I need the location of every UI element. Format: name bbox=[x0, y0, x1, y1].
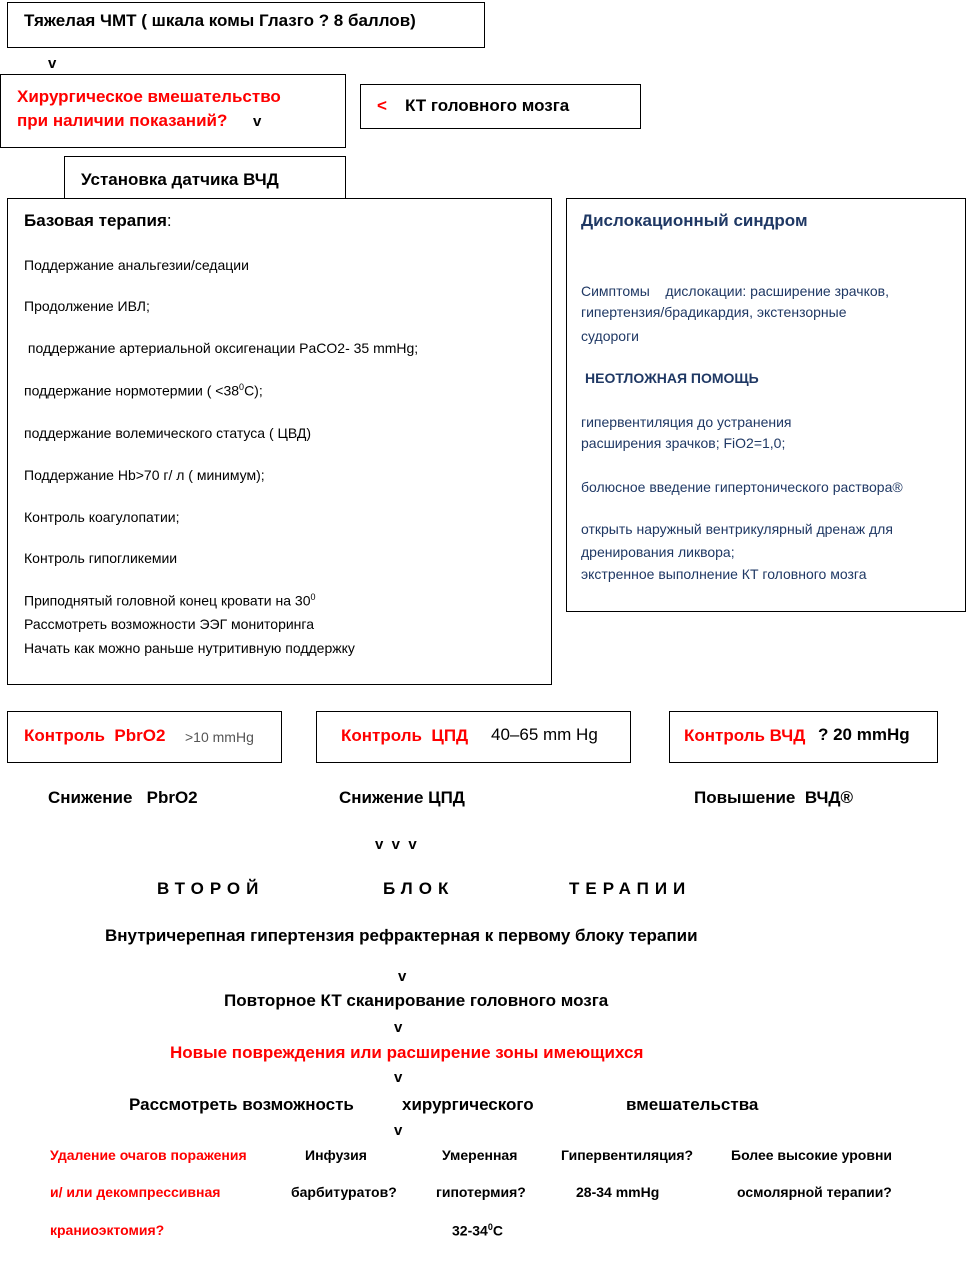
cpp-control-box bbox=[316, 711, 631, 763]
refractory-hypertension: Внутричерепная гипертензия рефрактерная к первому блоку терапии bbox=[105, 926, 698, 945]
icp-sensor-label: Установка датчика ВЧД bbox=[81, 170, 279, 189]
option-hyperventilation-line1: Гипервентиляция? bbox=[561, 1147, 694, 1163]
option-removal-line2: и/ или декомпрессивная bbox=[50, 1184, 221, 1200]
basic-therapy-box bbox=[7, 198, 552, 685]
flow-arrow: v bbox=[394, 1122, 403, 1139]
surgery-label-line1: Хирургическое вмешательство bbox=[17, 87, 281, 106]
pbro2-drop: Снижение PbrO2 bbox=[48, 788, 198, 807]
icp-control-label: Контроль ВЧД bbox=[684, 726, 806, 745]
option-barbiturates-line1: Инфузия bbox=[305, 1147, 367, 1163]
dislocation-symptoms-line2: гипертензия/брадикардия, экстензорные bbox=[581, 304, 847, 320]
option-osmolar-line2: осмолярной терапии? bbox=[737, 1184, 892, 1200]
icp-control-box bbox=[669, 711, 938, 763]
cpp-control-label: Контроль ЦПД bbox=[341, 726, 469, 745]
option-barbiturates-line2: барбитуратов? bbox=[291, 1184, 397, 1200]
flow-arrow: v bbox=[394, 1019, 403, 1036]
new-damage: Новые повреждения или расширение зоны имеющихся bbox=[170, 1043, 644, 1062]
basic-therapy-title: Базовая терапия: bbox=[24, 211, 172, 230]
option-osmolar-line1: Более высокие уровни bbox=[731, 1147, 892, 1163]
ct-arrow: < bbox=[377, 96, 387, 115]
urgent-ct-line: экстренное выполнение КТ головного мозга bbox=[581, 566, 867, 582]
therapy-item-ventilation: Продолжение ИВЛ; bbox=[24, 298, 150, 314]
ct-label: КТ головного мозга bbox=[405, 96, 570, 115]
consider-surgery-1: Рассмотреть возможность bbox=[129, 1095, 354, 1114]
dislocation-symptoms-line1: Симптомы дислокации: расширение зрачков, bbox=[581, 283, 889, 299]
hyperventilation-line1: гипервентиляция до устранения bbox=[581, 414, 792, 430]
severe-tbi-label: Тяжелая ЧМТ ( шкала комы Глазго ? 8 баллов) bbox=[24, 11, 416, 30]
severe-tbi-box bbox=[7, 2, 485, 48]
bolus-line: болюсное введение гипертонического раствора® bbox=[581, 479, 903, 495]
option-hyperventilation-line2: 28-34 mmHg bbox=[576, 1184, 660, 1200]
surgery-label-line2: при наличии показаний? bbox=[17, 111, 228, 130]
consider-surgery-2: хирургического bbox=[402, 1095, 534, 1114]
drain-line1: открыть наружный вентрикулярный дренаж для bbox=[581, 521, 893, 537]
therapy-item-volemic: поддержание волемического статуса ( ЦВД) bbox=[24, 425, 312, 441]
flow-arrow: v bbox=[394, 1069, 403, 1086]
therapy-item-coagulopathy: Контроль коагулопатии; bbox=[24, 509, 180, 525]
ct-box bbox=[360, 84, 641, 129]
pbro2-control-value: >10 mmHg bbox=[185, 729, 254, 745]
therapy-item-hypoglycemia: Контроль гипогликемии bbox=[24, 550, 178, 566]
icp-control-value: ? 20 mmHg bbox=[818, 725, 910, 744]
flow-arrow: v bbox=[253, 113, 262, 130]
second-block-word3: ТЕРАПИИ bbox=[569, 879, 692, 898]
therapy-item-normothermia: поддержание нормотермии ( $<38^0С$); bbox=[24, 382, 263, 399]
option-hypothermia-line2: гипотермия? bbox=[436, 1184, 526, 1200]
cpp-drop: Снижение ЦПД bbox=[339, 788, 465, 807]
therapy-item-head-elevation: Приподнятый головной конец кровати на $30^0$ bbox=[24, 592, 316, 609]
therapy-item-eeg: Рассмотреть возможности ЭЭГ мониторинга bbox=[24, 616, 314, 632]
dislocation-title: Дислокационный синдром bbox=[581, 211, 808, 230]
therapy-item-nutrition: Начать как можно раньше нутритивную поддержку bbox=[24, 640, 355, 656]
hyperventilation-line2: расширения зрачков; FiO2=1,0; bbox=[581, 435, 786, 451]
option-hypothermia-line1: Умеренная bbox=[442, 1147, 518, 1163]
icp-sensor-box bbox=[64, 156, 346, 200]
cpp-control-value: 40–65 mm Hg bbox=[491, 725, 598, 744]
dislocation-box bbox=[566, 198, 966, 612]
flow-arrow: v bbox=[398, 968, 407, 985]
therapy-item-oxygenation: поддержание артериальной оксигенации PaCO2- 35 mmHg; bbox=[24, 340, 419, 356]
pbro2-control-box bbox=[7, 711, 282, 763]
consider-surgery-3: вмешательства bbox=[626, 1095, 759, 1114]
pbro2-control-label: Контроль PbrO2 bbox=[24, 726, 166, 745]
second-block-word1: ВТОРОЙ bbox=[157, 879, 265, 898]
dislocation-symptoms-line3: судороги bbox=[581, 328, 639, 344]
option-hypothermia-line3: $32-34^0С$ bbox=[452, 1222, 503, 1239]
icp-rise: Повышение ВЧД® bbox=[694, 788, 854, 807]
drain-line2: дренирования ликвора; bbox=[581, 544, 735, 560]
therapy-item-hb: Поддержание Hb>70 г/ л ( минимум); bbox=[24, 467, 265, 483]
flow-arrows: v v v bbox=[375, 836, 417, 853]
flow-arrow: v bbox=[48, 55, 57, 72]
therapy-item-analgesia: Поддержание анальгезии/седации bbox=[24, 257, 249, 273]
surgery-box bbox=[0, 74, 346, 148]
second-block-word2: БЛОК bbox=[383, 879, 455, 898]
option-removal-line3: краниоэктомия? bbox=[50, 1222, 165, 1238]
repeat-ct: Повторное КТ сканирование головного мозга bbox=[224, 991, 609, 1010]
option-removal-line1: Удаление очагов поражения bbox=[50, 1147, 247, 1163]
emergency-title: НЕОТЛОЖНАЯ ПОМОЩЬ bbox=[585, 370, 759, 386]
